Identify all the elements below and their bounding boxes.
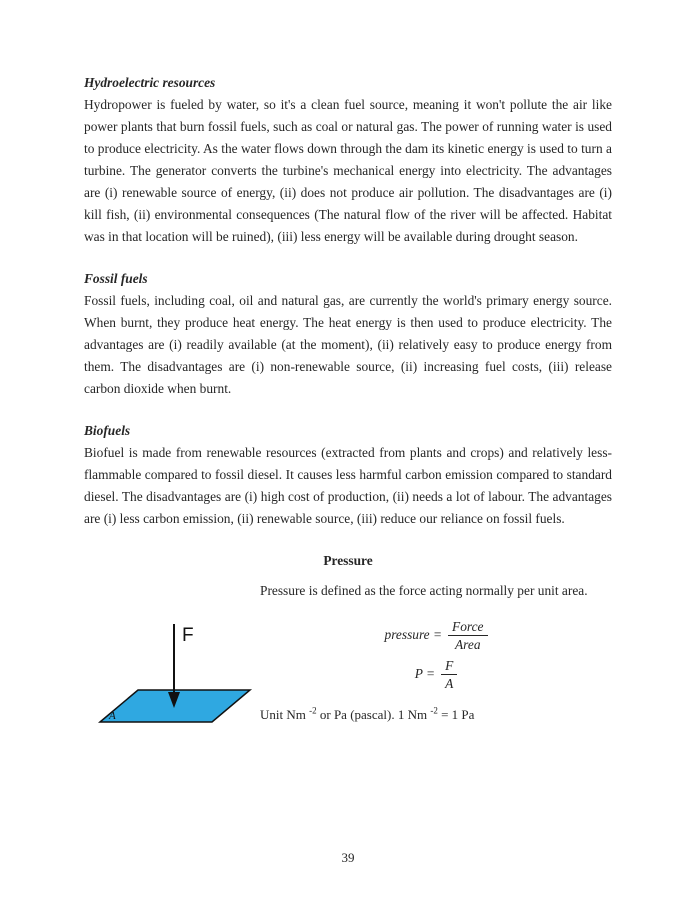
pressure-figure-row [84,610,612,741]
section-biofuels [84,420,612,530]
fraction-f-over-a [441,658,457,692]
heading-fossil-fuels: Fossil fuels [84,271,148,286]
pressure-units-text [260,706,612,724]
fraction-denominator: A [445,676,454,692]
unit-exponent: -2 [430,705,438,716]
formula-p-equals-f-over-a [260,658,612,692]
paragraph-fossil-fuels: Fossil fuels, including coal, oil and natural gas, are currently the world's primary energy source. When burnt, they produce heat energy. The heat energy is then used to produce electricity. The advantages are (i) readily available (at the moment), (ii) relatively easy to produce energy from them. The disadvantages are (i) non-renewable source, (ii) increasing fuel costs, (iii) release carbon dioxide when burnt. [84,293,612,396]
fraction-numerator: Force [448,619,487,636]
section-hydroelectric [84,72,612,248]
heading-hydroelectric-resources: Hydroelectric resources [84,75,216,90]
units-suffix: = 1 Pa [437,706,475,722]
formula-lhs: P = [414,665,436,681]
units-prefix: Unit Nm [260,706,310,722]
section-fossil-fuels [84,268,612,400]
unit-exponent: -2 [309,705,317,716]
pressure-formulas [260,610,612,741]
fraction-denominator: Area [454,637,481,653]
formula-lhs: pressure = [384,626,443,642]
heading-biofuels: Biofuels [84,423,131,438]
paragraph-biofuels: Biofuel is made from renewable resources (extracted from plants and crops) and relatively less-flammable compared to fossil diesel. It causes less harmful carbon emission compared to standard diesel. The disadvantages are (i) high cost of production, (ii) needs a lot of labour. The advantages are (i) less carbon emission, (ii) renewable source, (iii) reduce our reliance on fossil fuels. [84,445,612,526]
pressure-definition-text: Pressure is defined as the force acting normally per unit area. [260,583,588,598]
fraction-force-over-area [448,619,487,653]
force-on-plane-diagram [98,620,258,736]
formula-pressure-force-area [260,619,612,653]
page-number: 39 [341,850,355,865]
area-label: A [109,710,116,722]
force-label: F [182,625,194,646]
fraction-numerator: F [441,658,457,675]
heading-pressure: Pressure [323,553,373,568]
pressure-diagram [84,610,260,741]
units-middle: or Pa (pascal). 1 Nm [316,706,431,722]
paragraph-hydroelectric: Hydropower is fueled by water, so it's a clean fuel source, meaning it won't pollute the air like power plants that burn fossil fuels, such as coal or natural gas. The power of running water is used to produce electricity. As the water flows down through the dam its kinetic energy is used to turn a turbine. The generator converts the turbine's mechanical energy into electricity. The advantages are (i) renewable source of energy, (ii) does not produce air pollution. The disadvantages are (i) kill fish, (ii) environmental consequences (The natural flow of the river will be affected. Habitat was in that location will be ruined), (iii) less energy will be available during drought season. [84,97,612,244]
